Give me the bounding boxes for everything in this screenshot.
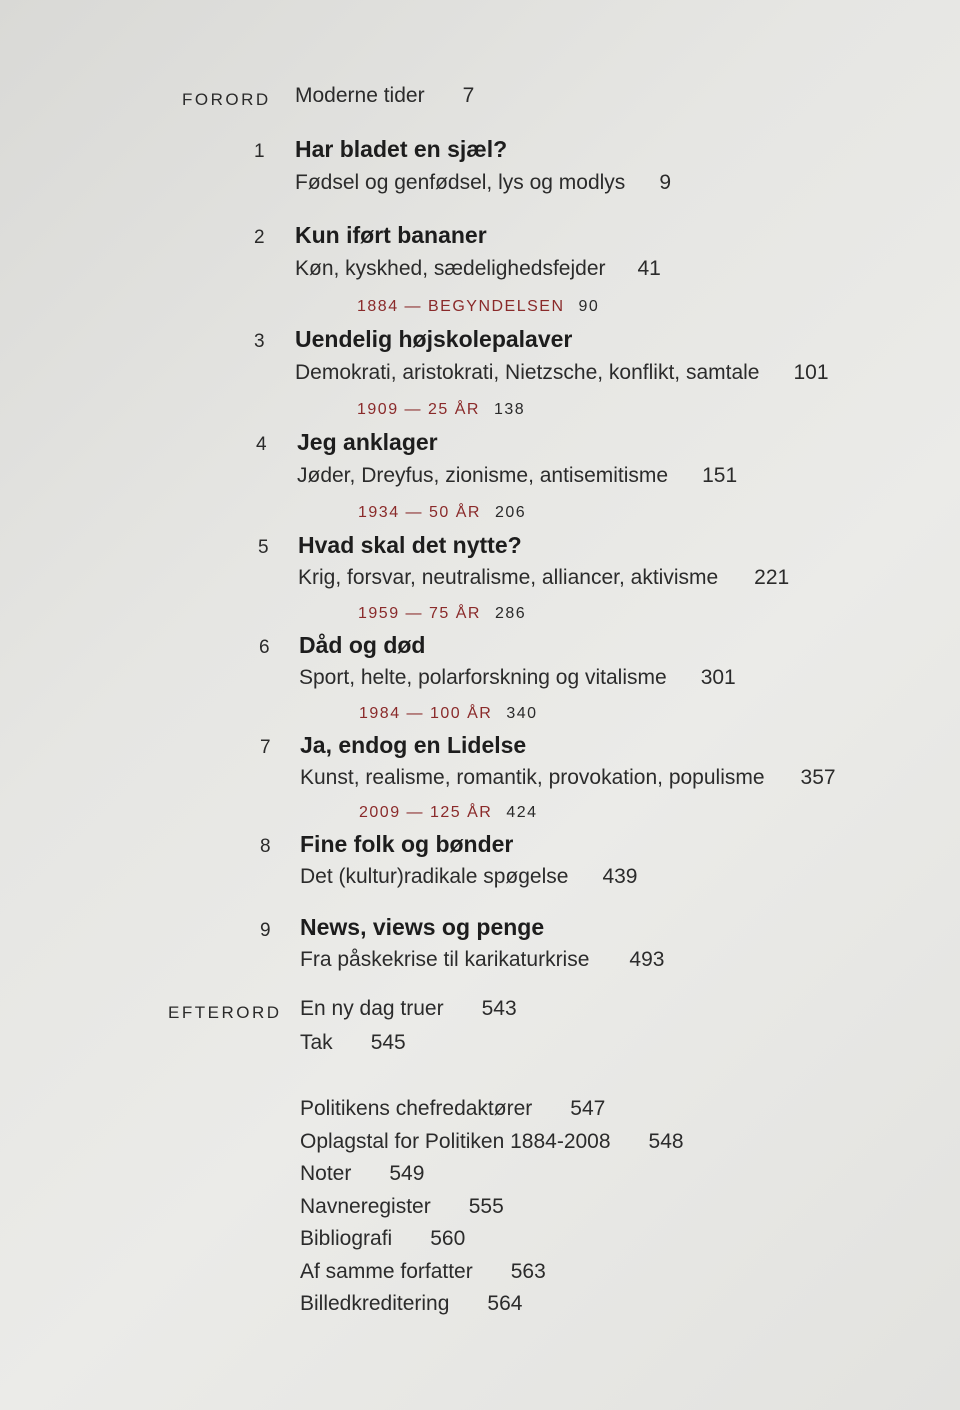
appendix-entry	[300, 1227, 465, 1251]
chapter-number: 6	[259, 637, 270, 658]
appendix-entry	[300, 1162, 424, 1186]
appendix-page: 564	[487, 1292, 523, 1315]
appendix-title: Politikens chefredaktører	[300, 1097, 533, 1120]
chapter-page: 151	[702, 464, 738, 487]
milestone	[359, 705, 538, 723]
appendix-page: 547	[570, 1097, 606, 1120]
chapter-title: Dåd og død	[299, 632, 426, 658]
appendix-entry	[300, 1260, 546, 1284]
chapter-page: 493	[629, 948, 665, 971]
appendix-entry	[300, 1292, 522, 1316]
chapter-subtitle: Demokrati, aristokrati, Nietzsche, konflikt, samtale	[295, 361, 760, 384]
chapter-title: Jeg anklager	[297, 429, 438, 455]
appendix-title: Navneregister	[300, 1195, 431, 1218]
chapter-subtitle: Kunst, realisme, romantik, provokation, populisme	[300, 766, 765, 789]
milestone-label: 1884 — BEGYNDELSEN	[357, 298, 565, 315]
appendix-page: 563	[510, 1260, 546, 1283]
milestone-page: 424	[506, 804, 538, 821]
chapter-subtitle-row	[300, 948, 664, 972]
chapter-page: 301	[700, 666, 736, 689]
chapter-number: 8	[260, 836, 271, 857]
afterword-label: EFTERORD	[168, 1003, 282, 1022]
chapter-subtitle: Fra påskekrise til karikaturkrise	[300, 948, 590, 971]
milestone	[357, 401, 525, 419]
chapter-title: News, views og penge	[300, 914, 545, 940]
chapter-number: 2	[254, 227, 265, 248]
appendix-page: 555	[468, 1195, 504, 1218]
chapter-page: 357	[800, 766, 836, 789]
chapter-number: 5	[258, 537, 269, 558]
chapter-title: Har bladet en sjæl?	[295, 136, 508, 162]
afterword-entry	[300, 997, 517, 1021]
appendix-title: Noter	[300, 1162, 352, 1185]
chapter-page: 101	[793, 361, 829, 384]
milestone	[359, 804, 538, 822]
chapter-subtitle-row	[295, 257, 661, 281]
appendix-title: Billedkreditering	[300, 1292, 450, 1315]
chapter-number: 4	[256, 434, 267, 455]
afterword-page: 545	[370, 1031, 406, 1054]
chapter-subtitle-row	[299, 666, 736, 690]
chapter-number: 7	[260, 737, 271, 758]
milestone	[358, 605, 526, 623]
milestone-page: 340	[506, 705, 538, 722]
chapter-page: 9	[659, 171, 671, 194]
chapter-subtitle-row	[297, 464, 737, 488]
chapter-title: Kun iført bananer	[295, 222, 487, 248]
chapter-subtitle-row	[300, 865, 637, 889]
milestone-page: 138	[493, 401, 526, 418]
milestone	[358, 504, 526, 522]
appendix-title: Af samme forfatter	[300, 1260, 473, 1283]
appendix-page: 548	[648, 1130, 684, 1153]
chapter-subtitle-row	[300, 766, 836, 790]
milestone	[357, 298, 599, 316]
chapter-subtitle: Krig, forsvar, neutralisme, alliancer, aktivisme	[298, 566, 719, 589]
appendix-title: Bibliografi	[300, 1227, 393, 1250]
appendix-entry	[300, 1130, 684, 1154]
chapter-page: 439	[602, 865, 638, 888]
chapter-subtitle: Jøder, Dreyfus, zionisme, antisemitisme	[297, 464, 669, 487]
chapter-number: 3	[254, 331, 265, 352]
chapter-title: Ja, endog en Lidelse	[300, 732, 527, 758]
milestone-label: 1909 — 25 ÅR	[357, 401, 480, 418]
chapter-subtitle: Fødsel og genfødsel, lys og modlys	[295, 171, 626, 194]
foreword-title: Moderne tider	[295, 84, 425, 107]
appendix-page: 560	[430, 1227, 466, 1250]
chapter-subtitle-row	[295, 171, 671, 195]
appendix-entry	[300, 1195, 504, 1219]
foreword-page: 7	[462, 84, 475, 107]
milestone-page: 206	[494, 504, 527, 521]
chapter-page: 221	[754, 566, 790, 589]
afterword-title: En ny dag truer	[300, 997, 444, 1020]
appendix-title: Oplagstal for Politiken 1884-2008	[300, 1130, 611, 1153]
chapter-subtitle-row	[298, 566, 789, 590]
milestone-label: 1959 — 75 ÅR	[358, 605, 481, 622]
milestone-label: 1984 — 100 ÅR	[359, 705, 493, 722]
foreword-label: FORORD	[182, 90, 271, 109]
milestone-label: 1934 — 50 ÅR	[358, 504, 481, 521]
afterword-title: Tak	[300, 1031, 333, 1054]
chapter-title: Hvad skal det nytte?	[298, 532, 522, 558]
chapter-page: 41	[637, 257, 661, 280]
chapter-subtitle: Køn, kyskhed, sædelighedsfejder	[295, 257, 606, 280]
chapter-subtitle: Det (kultur)radikale spøgelse	[300, 865, 569, 888]
chapter-subtitle-row	[295, 361, 829, 385]
chapter-title: Fine folk og bønder	[300, 831, 514, 857]
afterword-entry	[300, 1031, 406, 1055]
chapter-number: 1	[254, 141, 265, 162]
milestone-label: 2009 — 125 ÅR	[359, 804, 493, 821]
afterword-page: 543	[481, 997, 517, 1020]
milestone-page: 286	[494, 605, 527, 622]
chapter-subtitle: Sport, helte, polarforskning og vitalisme	[299, 666, 667, 689]
foreword-entry	[295, 84, 474, 108]
chapter-number: 9	[260, 920, 271, 941]
milestone-page: 90	[578, 298, 600, 315]
appendix-entry	[300, 1097, 605, 1121]
appendix-page: 549	[389, 1162, 425, 1185]
chapter-title: Uendelig højskolepalaver	[295, 326, 573, 352]
